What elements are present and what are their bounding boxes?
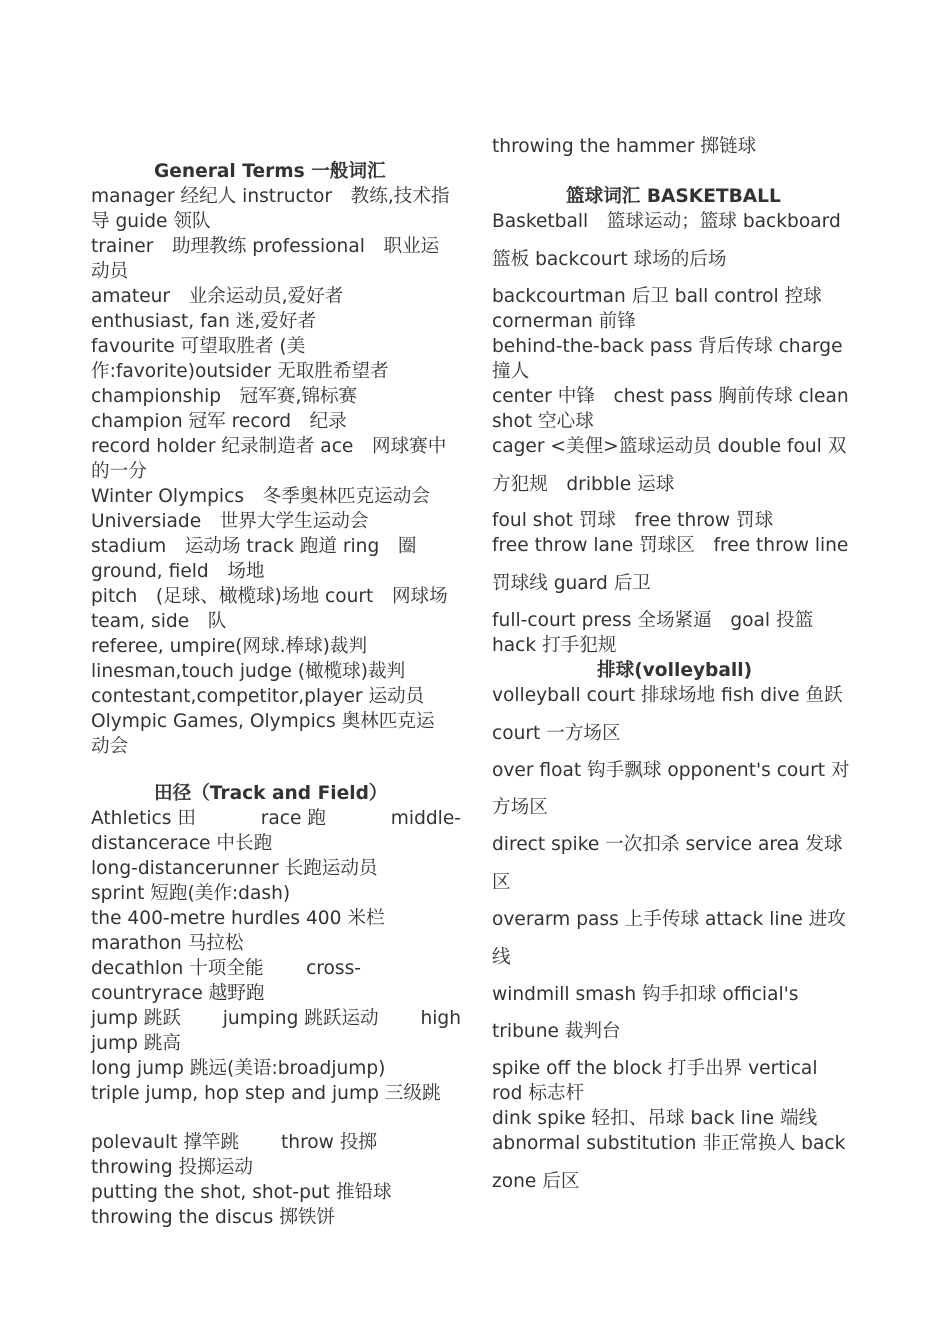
text-line: sprint 短跑(美作:dash) [91, 883, 291, 904]
text-line: 导 guide 领队 [91, 211, 211, 232]
text-line: zone 后区 [492, 1171, 580, 1192]
text-line: 篮板 backcourt 球场的后场 [492, 249, 727, 270]
text-line: overarm pass 上手传球 attack line 进攻 [492, 909, 846, 930]
text-line: 方犯规 dribble 运球 [492, 474, 675, 495]
text-line: 动员 [91, 261, 129, 282]
term: cross- [306, 958, 361, 979]
text-line: amateur 业余运动员,爱好者 [91, 286, 344, 307]
text-line: center 中锋 chest pass 胸前传球 clean [492, 386, 849, 407]
text-line: 罚球线 guard 后卫 [492, 573, 651, 594]
text-line [91, 1006, 461, 1031]
term: race 跑 [260, 808, 326, 829]
text-line: contestant,competitor,player 运动员 [91, 686, 425, 707]
term: decathlon 十项全能 [91, 958, 264, 979]
text-line: putting the shot, shot-put 推铅球 [91, 1182, 392, 1203]
text-line: Olympic Games, Olympics 奥林匹克运 [91, 711, 435, 732]
text-line: cager <美俚>篮球运动员 double foul 双 [492, 436, 847, 457]
heading-track-and-field: 田径（Track and Field） [154, 783, 388, 804]
text-line: stadium 运动场 track 跑道 ring 圈 [91, 536, 417, 557]
text-line: 的一分 [91, 461, 147, 482]
text-line: favourite 可望取胜者 (美 [91, 336, 306, 357]
text-line: record holder 纪录制造者 ace 网球赛中 [91, 436, 447, 457]
text-line: dink spike 轻扣、吊球 back line 端线 [492, 1108, 818, 1129]
term: throw 投掷 [281, 1132, 377, 1153]
text-line: distancerace 中长跑 [91, 833, 273, 854]
text-line: tribune 裁判台 [492, 1021, 621, 1042]
text-line: 动会 [91, 736, 129, 757]
text-line: trainer 助理教练 professional 职业运 [91, 236, 440, 257]
text-line: championship 冠军赛,锦标赛 [91, 386, 358, 407]
text-line: hack 打手犯规 [492, 635, 617, 656]
term: jump 跳跃 [91, 1008, 181, 1029]
heading-volleyball: 排球(volleyball) [597, 660, 753, 681]
text-line: 线 [492, 947, 511, 968]
text-line: throwing 投掷运动 [91, 1157, 253, 1178]
text-line: long jump 跳远(美语:broadjump) [91, 1058, 386, 1079]
text-line: abnormal substitution 非正常换人 back [492, 1133, 846, 1154]
term: jumping 跳跃运动 [222, 1008, 379, 1029]
text-line: throwing the hammer 掷链球 [492, 136, 757, 157]
text-line: champion 冠军 record 纪录 [91, 411, 347, 432]
text-line: marathon 马拉松 [91, 933, 244, 954]
term: Athletics 田 [91, 808, 196, 829]
text-line: backcourtman 后卫 ball control 控球 [492, 286, 822, 307]
text-line: volleyball court 排球场地 fish dive 鱼跃 [492, 685, 843, 706]
text-line [91, 806, 461, 831]
text-line: countryrace 越野跑 [91, 983, 265, 1004]
text-line: enthusiast, fan 迷,爱好者 [91, 311, 317, 332]
text-line: court 一方场区 [492, 723, 621, 744]
text-line: windmill smash 钩手扣球 official's [492, 984, 799, 1005]
text-line: cornerman 前锋 [492, 311, 636, 332]
text-line [91, 1130, 377, 1155]
text-line: over float 钩手飘球 opponent's court 对 [492, 760, 850, 781]
text-line: referee, umpire(网球.棒球)裁判 [91, 636, 368, 657]
text-line: free throw lane 罚球区 free throw line [492, 535, 849, 556]
text-line: 方场区 [492, 797, 548, 818]
text-line: behind-the-back pass 背后传球 charge [492, 336, 843, 357]
heading-general-terms: General Terms 一般词汇 [154, 161, 386, 182]
text-line: 作:favorite)outsider 无取胜希望者 [91, 361, 389, 382]
text-line: Basketball 篮球运动；篮球 backboard [492, 211, 841, 232]
text-line: 撞人 [492, 361, 530, 382]
term: polevault 撑竿跳 [91, 1132, 240, 1153]
text-line: foul shot 罚球 free throw 罚球 [492, 510, 774, 531]
text-line: ground, field 场地 [91, 561, 265, 582]
text-line: throwing the discus 掷铁饼 [91, 1207, 336, 1228]
text-line: the 400-metre hurdles 400 米栏 [91, 908, 385, 929]
text-line: Universiade 世界大学生运动会 [91, 511, 369, 532]
text-line: pitch (足球、橄榄球)场地 court 网球场 [91, 586, 448, 607]
term: high [420, 1008, 461, 1029]
text-line: manager 经纪人 instructor 教练,技术指 [91, 186, 450, 207]
text-line: spike off the block 打手出界 vertical [492, 1058, 818, 1079]
term: middle- [390, 808, 461, 829]
text-line: long-distancerunner 长跑运动员 [91, 858, 378, 879]
text-line: shot 空心球 [492, 411, 594, 432]
text-line: linesman,touch judge (橄榄球)裁判 [91, 661, 406, 682]
text-line: 区 [492, 872, 511, 893]
heading-basketball: 篮球词汇 BASKETBALL [566, 186, 781, 207]
text-line: team, side 队 [91, 611, 227, 632]
text-line: triple jump, hop step and jump 三级跳 [91, 1083, 441, 1104]
text-line: Winter Olympics 冬季奥林匹克运动会 [91, 486, 430, 507]
text-line: direct spike 一次扣杀 service area 发球 [492, 834, 843, 855]
text-line: full-court press 全场紧逼 goal 投篮 [492, 610, 814, 631]
text-line: rod 标志杆 [492, 1083, 585, 1104]
text-line [91, 956, 361, 981]
text-line: jump 跳高 [91, 1033, 181, 1054]
